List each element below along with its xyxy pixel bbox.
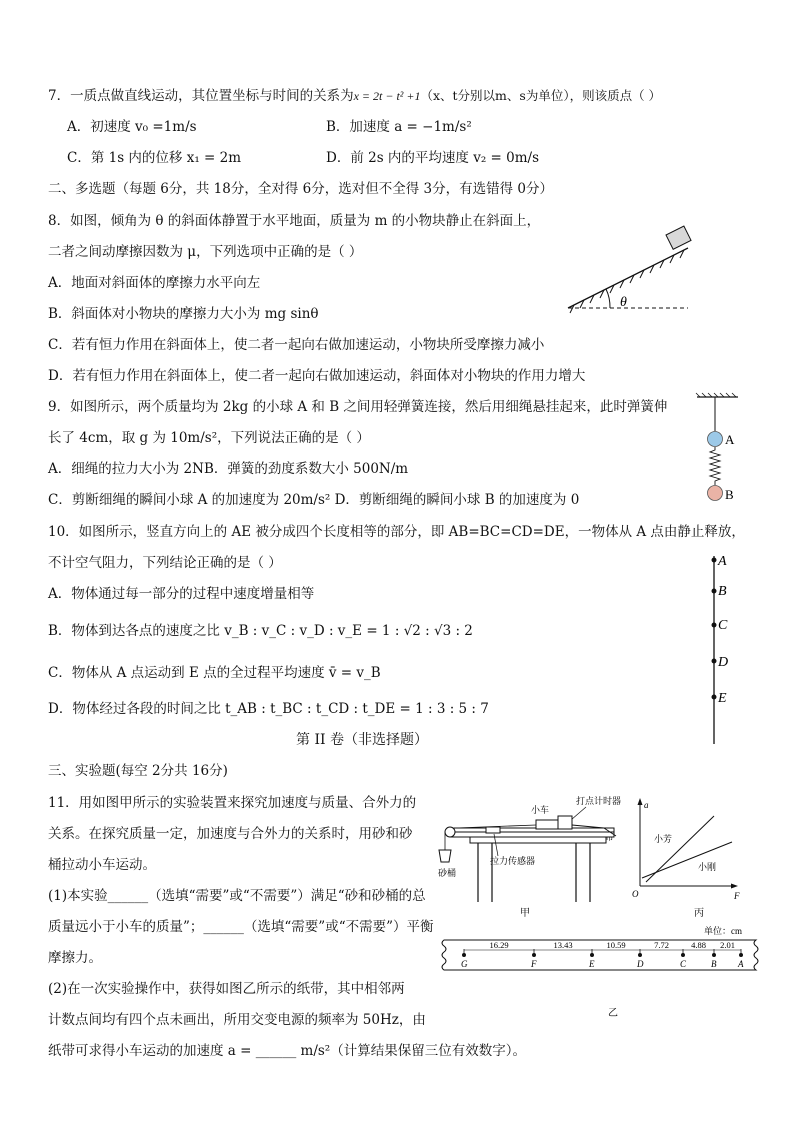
q7-option-d[interactable]: D．前 2s 内的平均速度 v₂ = 0m/s — [326, 150, 540, 166]
spring-icon — [710, 447, 720, 485]
point-a-label: A — [718, 554, 727, 569]
q11-part2-line3[interactable]: 纸带可求得小车运动的加速度 a = ______ m/s²（计算结果保留三位有效数字）。 — [48, 1043, 526, 1059]
sand-bucket-label: 砂桶 — [438, 868, 457, 878]
tape-segment-label: 7.72 — [654, 940, 669, 950]
q8-option-c[interactable]: C．若有恒力作用在斜面体上，使二者一起向右做加速运动，小物块所受摩擦力减小 — [48, 337, 545, 353]
spring-figure — [694, 393, 744, 508]
q11-part2-line2: 计数点间均有四个点未画出，所用交变电源的频率为 50Hz，由 — [48, 1012, 426, 1028]
tape-point-label: G — [461, 959, 468, 969]
q11-line2: 关系。在探究质量一定，加速度与合外力的关系时，用砂和砂 — [48, 826, 413, 842]
q10-stem-line1: 10．如图所示，竖直方向上的 AE 被分成四个长度相等的部分，即 AB=BC=CD=DE，一物体从 A 点由静止释放， — [48, 524, 745, 540]
q10-stem-line2: 不计空气阻力，下列结论正确的是（ ） — [48, 555, 282, 571]
q11-part2-line1: (2)在一次实验操作中，获得如图乙所示的纸带，其中相邻两 — [48, 981, 405, 997]
ball-a-label: A — [725, 432, 735, 447]
q7-option-a[interactable]: A．初速度 v₀ =1m/s — [67, 119, 197, 135]
tape-segment-label: 2.01 — [720, 940, 735, 950]
cart-icon — [536, 820, 558, 829]
q11-line3: 桶拉动小车运动。 — [48, 857, 156, 873]
section-multi-choice-heading: 二、多选题（每题 6分，共 18分，全对得 6分，选对但不全得 3分，有选错得 0分） — [48, 181, 553, 197]
point-e-label: E — [718, 691, 727, 706]
block-icon — [666, 226, 691, 249]
q7-option-b[interactable]: B．加速度 a = −1m/s² — [326, 119, 472, 135]
q11-part1-line2[interactable]: 质量远小于小车的质量”；______（选填“需要”或“不需要”）平衡 — [48, 919, 434, 935]
line-xiaogang-label: 小刚 — [698, 862, 717, 872]
volume-2-title: 第 II 卷（非选择题） — [296, 732, 428, 748]
paper-tape-figure — [436, 924, 766, 1020]
axis-f-label: F — [734, 891, 740, 901]
q11-part1-line1[interactable]: (1)本实验______（选填“需要”或“不需要”）满足“砂和砂桶的总 — [48, 888, 426, 904]
tape-segment-label: 13.43 — [553, 940, 573, 950]
q10-option-a[interactable]: A．物体通过每一部分的过程中速度增量相等 — [48, 586, 315, 602]
apparatus-figure — [436, 792, 636, 922]
force-sensor-icon — [486, 827, 500, 833]
tape-point-label: B — [711, 959, 717, 969]
line-xiaofang-label: 小芳 — [654, 834, 673, 844]
sand-bucket-icon — [439, 850, 451, 862]
q10-option-d[interactable]: D．物体经过各段的时间之比 t_AB : t_BC : t_CD : t_DE = 1 : 3 : 5 : 7 — [48, 701, 489, 717]
angle-label: θ — [620, 295, 627, 310]
figure-jia-caption: 甲 — [520, 908, 530, 919]
tape-segment-label: 10.59 — [606, 940, 626, 950]
tape-point-label: C — [680, 959, 687, 969]
a-f-graph — [626, 798, 756, 920]
vertical-segment-figure — [704, 550, 744, 746]
unit-label: 单位：cm — [704, 926, 742, 936]
q7-stem: 7．一质点做直线运动，其位置坐标与时间的关系为x = 2t − t² +1（x、t分别以m、s为单位），则该质点（ ） — [48, 88, 662, 104]
ball-b — [708, 486, 723, 501]
tape-segment-label: 16.29 — [489, 940, 509, 950]
section-experiment-heading: 三、实验题(每空 2分共 16分) — [48, 763, 228, 779]
q7-option-c[interactable]: C．第 1s 内的位移 x₁ = 2m — [67, 150, 242, 166]
axis-a-label: a — [644, 800, 649, 810]
line-xiaogang — [642, 842, 732, 878]
q8-option-b[interactable]: B．斜面体对小物块的摩擦力大小为 mg sinθ — [48, 306, 319, 322]
q11-line1: 11．用如图甲所示的实验装置来探究加速度与质量、合外力的 — [48, 795, 417, 811]
q9-stem-line1: 9．如图所示，两个质量均为 2kg 的小球 A 和 B 之间用轻弹簧连接，然后用细绳悬挂起来，此时弹簧伸 — [48, 399, 668, 415]
tape-point-label: A — [738, 959, 744, 969]
q8-option-a[interactable]: A．地面对斜面体的摩擦力水平向左 — [48, 275, 261, 291]
q10-option-c[interactable]: C．物体从 A 点运动到 E 点的全过程平均速度 v̄ = v_B — [48, 665, 381, 681]
q9-options-cd[interactable]: C．剪断细绳的瞬间小球 A 的加速度为 20m/s² D．剪断细绳的瞬间小球 B 的加速度为 0 — [48, 492, 580, 508]
car-label: 小车 — [531, 805, 550, 815]
tape-segment-label: 4.88 — [691, 940, 706, 950]
q11-part1-line3: 摩擦力。 — [48, 950, 102, 966]
q8-stem-line2: 二者之间动摩擦因数为 μ，下列选项中正确的是（ ） — [48, 244, 363, 260]
ball-b-label: B — [725, 487, 734, 502]
ball-a — [708, 432, 723, 447]
incline-figure — [560, 226, 695, 316]
q10-option-b[interactable]: B．物体到达各点的速度之比 v_B : v_C : v_D : v_E = 1 : √2 : √3 : 2 — [48, 623, 473, 639]
q9-stem-line2: 长了 4cm，取 g 为 10m/s²，下列说法正确的是（ ） — [48, 430, 370, 446]
q8-option-d[interactable]: D．若有恒力作用在斜面体上，使二者一起向右做加速运动，斜面体对小物块的作用力增大 — [48, 368, 586, 384]
tape-point-label: F — [531, 959, 537, 969]
point-b-label: B — [718, 584, 727, 599]
figure-bing-caption: 丙 — [694, 908, 704, 919]
timer-icon — [558, 816, 572, 829]
point-c-label: C — [718, 618, 728, 633]
timer-label: 打点计时器 — [576, 796, 622, 806]
tape-point-label: D — [637, 959, 644, 969]
sensor-label: 拉力传感器 — [490, 856, 536, 866]
pulley-icon — [445, 827, 455, 837]
point-d-label: D — [718, 655, 729, 670]
tape-point-label: E — [589, 959, 595, 969]
figure-yi-caption: 乙 — [608, 1008, 618, 1019]
q9-options-ab[interactable]: A．细绳的拉力大小为 2NB．弹簧的劲度系数大小 500N/m — [48, 461, 409, 477]
origin-label: O — [632, 889, 639, 899]
q8-stem-line1: 8．如图，倾角为 θ 的斜面体静置于水平地面，质量为 m 的小物块静止在斜面上， — [48, 213, 541, 229]
